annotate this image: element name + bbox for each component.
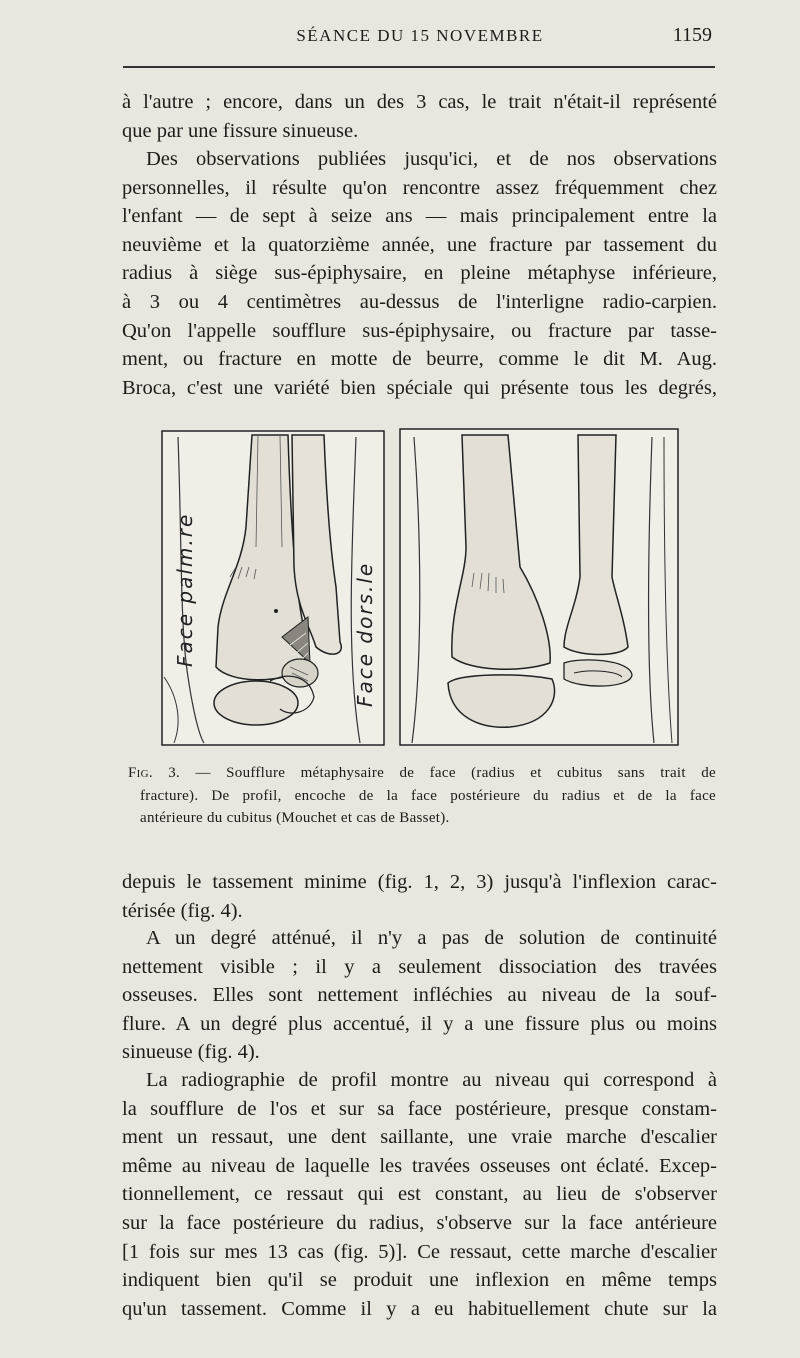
text-line: nettement visible ; il y a seulement dissociation des travées — [122, 955, 717, 978]
paragraph-2 — [122, 145, 717, 402]
text-line: térisée (fig. 4). — [122, 899, 243, 922]
text-line: osseuses. Elles sont nettement infléchies au niveau de la souf- — [122, 984, 717, 1007]
text-line: à l'autre ; encore, dans un des 3 cas, le trait n'était-il représenté — [122, 91, 717, 113]
text-line: à 3 ou 4 centimètres au-dessus de l'interligne radio-carpien. — [122, 290, 717, 313]
panel-side-view — [400, 429, 678, 745]
caption-line: fracture). De profil, encoche de la face postérieure du radius et de la face — [140, 787, 716, 804]
text-line: radius à siège sus-épiphysaire, en pleine métaphyse inférieure, — [122, 262, 717, 285]
text-line: Broca, c'est une variété bien spéciale qui présente tous les degrés, — [122, 376, 717, 399]
text-line: même au niveau de laquelle les travées osseuses ont éclaté. Excep- — [122, 1154, 717, 1177]
text-line: tionnellement, ce ressaut qui est constant, au lieu de s'observer — [122, 1183, 717, 1206]
text-line: l'enfant — de sept à seize ans — mais principalement entre la — [122, 205, 717, 228]
text-line: sur la face postérieure du radius, s'observe sur la face antérieure — [122, 1211, 717, 1234]
text-line: neuvième et la quatorzième année, une fracture par tassement du — [122, 233, 717, 256]
radiograph-figure — [160, 427, 680, 749]
caption-label: Fig. 3. — [128, 765, 181, 781]
text-line: ment un ressaut, une dent saillante, une vraie marche d'escalier — [122, 1126, 717, 1149]
text-line: [1 fois sur mes 13 cas (fig. 5)]. Ce ressaut, cette marche d'escalier — [122, 1240, 717, 1263]
text-line: personnelles, il résulte qu'on rencontre assez fréquemment chez — [122, 176, 717, 199]
text-line: sinueuse (fig. 4). — [122, 1041, 260, 1064]
running-header — [120, 24, 720, 52]
paragraph-1 — [122, 88, 717, 145]
figure-caption — [128, 762, 716, 830]
label-face-dorsale: Face dors.le — [353, 561, 377, 707]
text-line: ment, ou fracture en motte de beurre, comme le dit M. Aug. — [122, 348, 717, 371]
paragraph-4 — [122, 924, 717, 1067]
text-line: A un degré atténué, il n'y a pas de solution de continuité — [146, 927, 717, 949]
paragraph-5 — [122, 1066, 717, 1323]
page-number: 1159 — [672, 24, 712, 46]
caption-line: antérieure du cubitus (Mouchet et cas de Basset). — [140, 810, 450, 826]
panel-front-view — [162, 431, 384, 745]
label-face-palmaire: Face palm.re — [173, 512, 197, 667]
text-line: Qu'on l'appelle soufflure sus-épiphysaire, ou fracture par tasse- — [122, 319, 717, 342]
caption-line: — Soufflure métaphysaire de face (radius et cubitus sans trait de — [195, 765, 716, 781]
text-line: indiquent bien qu'il se produit une inflexion en même temps — [122, 1269, 717, 1292]
header-title: SÉANCE DU 15 NOVEMBRE — [296, 26, 544, 45]
text-line: que par une fissure sinueuse. — [122, 119, 359, 142]
text-line: Des observations publiées jusqu'ici, et de nos observations — [146, 148, 717, 170]
text-line: flure. A un degré plus accentué, il y a une fissure plus ou moins — [122, 1012, 717, 1035]
text-line: qu'un tassement. Comme il y a eu habituellement chute sur la — [122, 1297, 717, 1320]
paragraph-3 — [122, 868, 717, 925]
header-rule — [123, 66, 715, 68]
text-line: la soufflure de l'os et sur sa face postérieure, presque constam- — [122, 1097, 717, 1120]
text-line: La radiographie de profil montre au niveau qui correspond à — [146, 1069, 717, 1091]
text-line: depuis le tassement minime (fig. 1, 2, 3) jusqu'à l'inflexion carac- — [122, 871, 717, 893]
